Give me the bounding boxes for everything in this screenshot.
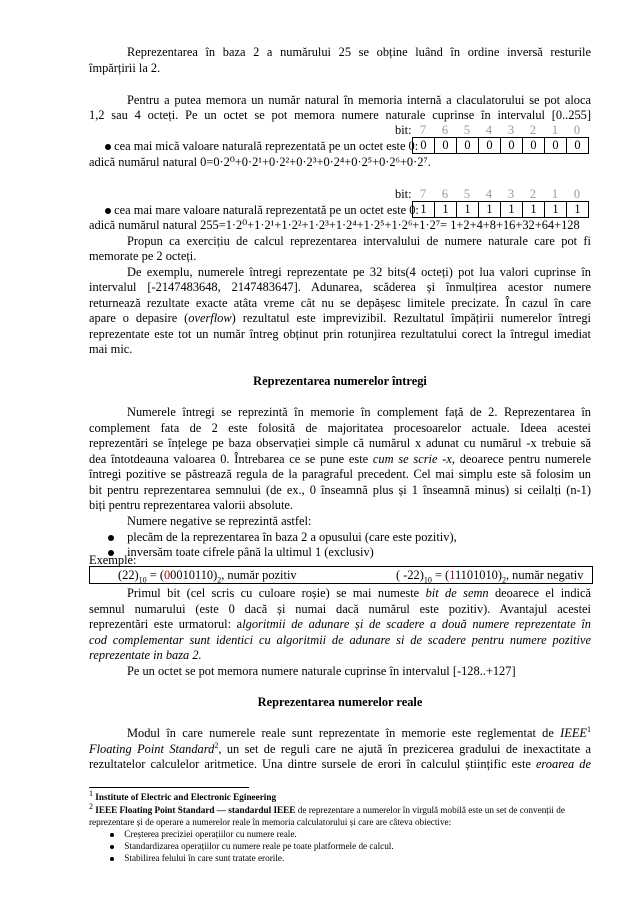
bullet-item <box>105 139 418 153</box>
bit-cell: 0 <box>567 138 589 153</box>
bullet-item <box>105 203 419 217</box>
step-item: inversăm toate cifrele până la ultimul 1 (exclusiv) <box>108 545 374 559</box>
bit-position: 6 <box>441 187 449 201</box>
bullet-icon <box>105 208 111 214</box>
bit-cell: 0 <box>523 138 545 153</box>
bit-cell: 1 <box>479 202 501 217</box>
bit-position: 4 <box>485 187 493 201</box>
min-formula: adică numărul natural 0=0·2⁰+0·2¹+0·2²+0·2³+0·2⁴+0·2⁵+0·2⁶+0·2⁷. <box>89 155 431 169</box>
example-negative: ( $-22)_{10} = (11101010)_2$, număr negativ <box>396 568 584 585</box>
paragraph-line: De exemplu, numerele întregi reprezentate pe 32 bits(4 octeți) pot lua valori cuprinse în <box>127 265 591 279</box>
paragraph-line: Propun ca exercițiu de calcul reprezentarea intervalului de numere naturale care pot fi <box>127 234 591 248</box>
bit-position: 2 <box>529 123 537 137</box>
bit-cell: 1 <box>435 202 457 217</box>
paragraph-line: rezultatelor calculelor aritmetice. Una dintre sursele de erori în calculul științific este eroarea de <box>89 757 591 771</box>
bit-cell: 0 <box>413 138 435 153</box>
footnote-1: $^1$ Institute of Electric and Electronic Egineering <box>89 788 277 802</box>
paragraph-line: semnul numarului (este 0 dacă și numai dacă numărul este pozitiv). Avantajul acestei <box>89 602 591 616</box>
examples-label: Exemple: <box>89 553 137 567</box>
paragraph-line: reprezentate in baza 2. <box>89 648 202 662</box>
step-item: plecăm de la reprezentarea în baza 2 a opusului (care este pozitiv), <box>108 530 457 544</box>
max-formula: adică numărul natural 255=1·2⁰+1·2¹+1·2²+1·2³+1·2⁴+1·2⁵+1·2⁶+1·2⁷= 1+2+4+8+16+32+64+128 <box>89 218 580 232</box>
paragraph-line: apare o depasire (overflow) rezultatul este imprevizibil. Rezultatul împățirii numerelor întregi <box>89 311 591 325</box>
paragraph-line: reprezentate este tot un număr întreg obținut prin rotunjirea rezultatului corect la întregul imediat <box>89 327 591 341</box>
bit-position: 6 <box>441 123 449 137</box>
min-bit-cells <box>412 137 589 154</box>
bullet-icon <box>110 857 114 861</box>
bit-position: 7 <box>419 123 427 137</box>
section-heading: Reprezentarea numerelor reale <box>257 695 423 709</box>
paragraph-line: Pentru a putea memora un număr natural în memoria internă a claculatorului se pot aloca <box>127 93 591 107</box>
bullet-icon <box>110 833 114 837</box>
paragraph-line: biți pentru reprezentarea valorii absolute. <box>89 498 294 512</box>
bit-position: 5 <box>463 187 471 201</box>
bit-position: 3 <box>507 187 515 201</box>
bit-cell: 1 <box>545 202 567 217</box>
bit-position: 7 <box>419 187 427 201</box>
bullet-text: cea mai mică valoare naturală reprezentată pe un octet este 0: <box>114 139 419 153</box>
paragraph-line: memorate pe 2 octeți. <box>89 249 197 263</box>
paragraph-line: intervalul [-2147483648, 2147483647]. Adunarea, scăderea și înmulțirea acestor numere <box>89 280 591 294</box>
paragraph-line: Reprezentarea în baza 2 a numărului 25 se obține luând în ordine inversă resturile <box>127 45 591 59</box>
paragraph-line: Numerele întregi se reprezintă în memorie în complement față de 2. Reprezentarea în <box>127 405 591 419</box>
paragraph-line: Primul bit (cel scris cu culoare roșie) se mai numeste bit de semn deoarece el indică <box>127 586 591 600</box>
section-heading: Reprezentarea numerelor întregi <box>253 374 427 388</box>
bit-position: 0 <box>573 187 581 201</box>
paragraph-line: 1,2 sau 4 octeți. Pe un octet se pot memora numere naturale cuprinse în intervalul [0..255] <box>89 108 591 122</box>
bit-position-header <box>412 187 588 201</box>
bit-label: bit: <box>395 123 412 137</box>
paragraph-line: Floating Point Standard$^2$, un set de reguli care ne ajută în prezicerea gradului de inexactitate a <box>89 740 591 756</box>
bit-cell: 1 <box>457 202 479 217</box>
bit-cell: 0 <box>545 138 567 153</box>
bit-position: 1 <box>551 187 559 201</box>
paragraph-line: întregi pozitive se păstrează regula de la paragraful precedent. Cel mai simplu este să folosim un <box>89 467 591 481</box>
paragraph-line: dea întotdeauna valoarea 0. Întrebarea ce se pune este cum se scrie -x, deoarece pentru numerele <box>89 452 592 466</box>
footnote-bullet: Creșterea preciziei operațiilor cu numere reale. <box>110 829 297 840</box>
bit-position: 1 <box>551 123 559 137</box>
paragraph-line: reprezentări se înțelege pe baza observației simple că numărul x adunat cu numărul -x trebuie să <box>89 436 591 450</box>
paragraph-line: Modul în care numerele reale sunt reprezentate în memorie este reglementat de IEEE$^1$ <box>127 724 591 740</box>
bullet-icon <box>105 144 111 150</box>
paragraph-line: împărțirii la 2. <box>89 61 161 75</box>
bit-label: bit: <box>395 187 412 201</box>
paragraph-line: Pe un octet se pot memora numere naturale cuprinse în intervalul [-128..+127] <box>127 664 516 678</box>
footnote-bullet: Stabilirea felului în care sunt tratate erorile. <box>110 853 284 864</box>
example-positive: $(22)_{10} = (00010110)_2$, număr pozitiv <box>118 568 297 585</box>
bit-cell: 1 <box>523 202 545 217</box>
paragraph-line: cod complementar sunt identici cu algoritmii de adunare si de scadere pentru numere pozitive <box>89 633 591 647</box>
bit-position: 4 <box>485 123 493 137</box>
footnote-bullet: Standardizarea operațiilor cu numere reale pe toate platformele de calcul. <box>110 841 394 852</box>
bit-position: 0 <box>573 123 581 137</box>
footnote-2-cont: reprezentare și de operare a numerelor reale în memoria calculatorului și care are câteva obiective: <box>89 817 452 827</box>
bit-cell: 0 <box>457 138 479 153</box>
bullet-icon <box>108 535 114 541</box>
bit-position-header <box>412 123 588 137</box>
footnote-divider <box>89 787 249 788</box>
bit-cell: 0 <box>501 138 523 153</box>
footnote-2: $^2$ IEEE Floating Point Standard — standardul IEEE de reprezentare a numerelor în virgulă mobilă este un set de convenții de <box>89 801 565 815</box>
bit-position: 5 <box>463 123 471 137</box>
max-bit-cells <box>412 201 589 218</box>
sign-bit: 0 <box>163 568 171 582</box>
bit-cell: 0 <box>435 138 457 153</box>
bit-cell: 1 <box>413 202 435 217</box>
bullet-icon <box>110 845 114 849</box>
sign-bit: 1 <box>449 568 455 582</box>
paragraph-line: reprezentări este urmatorul: algoritmii de adunare și de scadere a două numere reprezentate în <box>89 617 591 631</box>
paragraph-line: Numere negative se reprezintă astfel: <box>127 514 312 528</box>
bit-position: 2 <box>529 187 537 201</box>
paragraph-line: bit pentru reprezentarea semnului (de ex., 0 înseamnă plus și 1 înseamnă minus) si ceilalți (n-1) <box>89 483 591 497</box>
bit-cell: 1 <box>501 202 523 217</box>
paragraph-line: complement fata de 2 este folosită de majoritatea procesoarelor actuale. Ideea acestei <box>89 421 591 435</box>
paragraph-line: returnează rezultate exacte atâta vreme cât nu se depășesc limitele precizate. În cazul în care <box>89 296 591 310</box>
bit-position: 3 <box>507 123 515 137</box>
bit-cell: 1 <box>567 202 589 217</box>
bullet-text: cea mai mare valoare naturală reprezentată pe un octet este 0: <box>114 203 419 217</box>
paragraph-line: mai mic. <box>89 342 133 356</box>
bit-cell: 0 <box>479 138 501 153</box>
